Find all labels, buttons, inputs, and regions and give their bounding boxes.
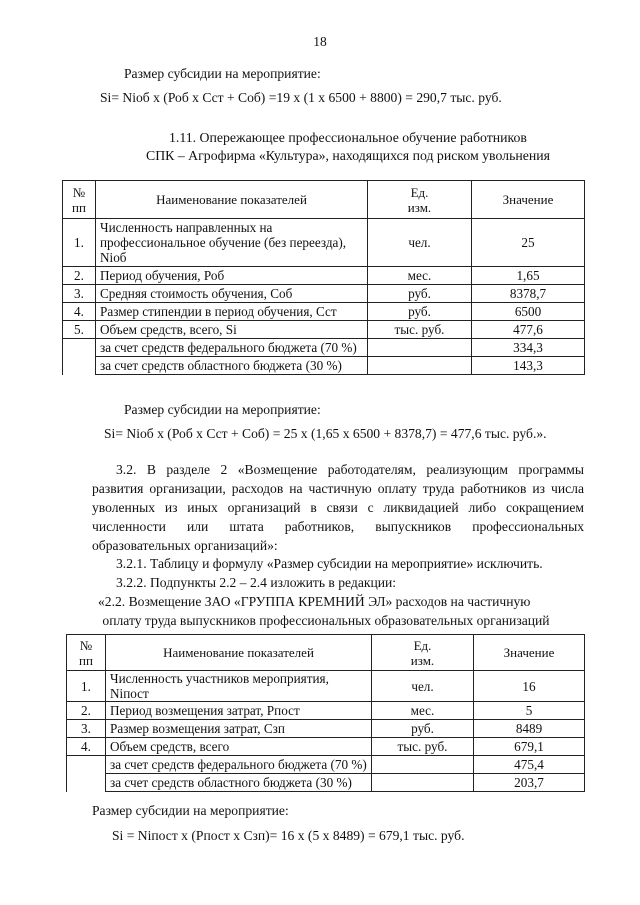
row-name: Объем средств, всего bbox=[106, 738, 372, 756]
table-row bbox=[63, 267, 585, 285]
row-unit: тыс. руб. bbox=[368, 321, 472, 339]
table-row bbox=[63, 303, 585, 321]
row-value: 475,4 bbox=[474, 756, 585, 774]
table-row bbox=[67, 756, 585, 774]
row-name: Период возмещения затрат, Рпост bbox=[106, 702, 372, 720]
row-unit: руб. bbox=[372, 720, 474, 738]
row-unit bbox=[368, 357, 472, 375]
row-name: Объем средств, всего, Si bbox=[96, 321, 368, 339]
row-name: за счет средств областного бюджета (30 %) bbox=[96, 357, 368, 375]
subsidy-formula-3: Si = Niпост x (Рпост x Сзп)= 16 x (5 x 8489) = 679,1 тыс. руб. bbox=[112, 828, 465, 843]
row-value: 679,1 bbox=[474, 738, 585, 756]
subsidy-formula-1: Si= Niоб x (Роб x Сст + Соб) =19 x (1 x 6500 + 8800) = 290,7 тыс. руб. bbox=[100, 90, 502, 105]
table-row bbox=[67, 720, 585, 738]
section-heading-line2: СПК – Агрофирма «Культура», находящихся под риском увольнения bbox=[146, 148, 550, 163]
row-num: 3. bbox=[67, 720, 106, 738]
row-unit: руб. bbox=[368, 303, 472, 321]
table-row bbox=[63, 339, 585, 357]
row-value: 8489 bbox=[474, 720, 585, 738]
section-heading-line1: 1.11. Опережающее профессиональное обучение работников bbox=[169, 130, 527, 145]
indicators-table-2 bbox=[66, 634, 585, 792]
row-name: Размер стипендии в период обучения, Сст bbox=[96, 303, 368, 321]
row-unit: мес. bbox=[372, 702, 474, 720]
row-name: Средняя стоимость обучения, Соб bbox=[96, 285, 368, 303]
row-num: 1. bbox=[63, 219, 96, 267]
table-header-row bbox=[63, 181, 585, 219]
row-name: за счет средств федерального бюджета (70 %) bbox=[106, 756, 372, 774]
row-value: 6500 bbox=[472, 303, 585, 321]
column-header-name: Наименование показателей bbox=[96, 181, 368, 219]
column-header-value: Значение bbox=[474, 635, 585, 671]
subsection-heading-line2: оплату труда выпускников профессиональных образовательных организаций bbox=[102, 613, 550, 628]
table-row bbox=[63, 285, 585, 303]
table-row bbox=[63, 357, 585, 375]
row-name: Численность направленных на профессиональное обучение (без переезда), Niоб bbox=[96, 219, 368, 267]
column-header-num: № пп bbox=[63, 181, 96, 219]
row-name: Численность участников мероприятия, Niпост bbox=[106, 671, 372, 702]
row-num: 3. bbox=[63, 285, 96, 303]
row-unit: тыс. руб. bbox=[372, 738, 474, 756]
row-unit: чел. bbox=[368, 219, 472, 267]
row-value: 477,6 bbox=[472, 321, 585, 339]
row-num bbox=[67, 774, 106, 792]
table-row bbox=[63, 219, 585, 267]
subsidy-label-3: Размер субсидии на мероприятие: bbox=[92, 803, 289, 818]
row-name: Размер возмещения затрат, Сзп bbox=[106, 720, 372, 738]
row-value: 1,65 bbox=[472, 267, 585, 285]
item-3-2-1: 3.2.1. Таблицу и формулу «Размер субсидии на мероприятие» исключить. bbox=[116, 556, 543, 571]
row-name: за счет средств областного бюджета (30 %) bbox=[106, 774, 372, 792]
row-unit: чел. bbox=[372, 671, 474, 702]
subsection-heading-line1: «2.2. Возмещение ЗАО «ГРУППА КРЕМНИЙ ЭЛ» расходов на частичную bbox=[98, 594, 531, 609]
indicators-table-1 bbox=[62, 180, 585, 375]
table-row bbox=[67, 774, 585, 792]
column-header-value: Значение bbox=[472, 181, 585, 219]
row-name: Период обучения, Роб bbox=[96, 267, 368, 285]
column-header-unit: Ед. изм. bbox=[372, 635, 474, 671]
subsidy-label-2: Размер субсидии на мероприятие: bbox=[124, 402, 321, 417]
item-3-2-2: 3.2.2. Подпункты 2.2 – 2.4 изложить в редакции: bbox=[116, 575, 397, 590]
row-value: 334,3 bbox=[472, 339, 585, 357]
row-name: за счет средств федерального бюджета (70 %) bbox=[96, 339, 368, 357]
page-number: 18 bbox=[313, 34, 327, 49]
table-row bbox=[67, 671, 585, 702]
column-header-unit: Ед. изм. bbox=[368, 181, 472, 219]
row-value: 16 bbox=[474, 671, 585, 702]
row-value: 203,7 bbox=[474, 774, 585, 792]
table-header-row bbox=[67, 635, 585, 671]
row-unit: руб. bbox=[368, 285, 472, 303]
row-num bbox=[63, 357, 96, 375]
row-num: 2. bbox=[63, 267, 96, 285]
row-num: 2. bbox=[67, 702, 106, 720]
table-row bbox=[67, 738, 585, 756]
column-header-name: Наименование показателей bbox=[106, 635, 372, 671]
subsidy-label-1: Размер субсидии на мероприятие: bbox=[124, 66, 321, 81]
table-row bbox=[67, 702, 585, 720]
row-unit bbox=[372, 756, 474, 774]
row-unit bbox=[372, 774, 474, 792]
row-unit: мес. bbox=[368, 267, 472, 285]
paragraph-3-2: 3.2. В разделе 2 «Возмещение работодателям, реализующим программы развития организации, расходов на частичную оплату труда работников из числа уволенных из иных организаций в связи с ликвидацией либо сокращением численности или штата работников, выпускников профессиональных образовательных организаций»: bbox=[92, 462, 584, 553]
row-value: 5 bbox=[474, 702, 585, 720]
row-num: 1. bbox=[67, 671, 106, 702]
row-value: 143,3 bbox=[472, 357, 585, 375]
row-num bbox=[63, 339, 96, 357]
row-unit bbox=[368, 339, 472, 357]
column-header-num: № пп bbox=[67, 635, 106, 671]
row-num bbox=[67, 756, 106, 774]
row-num: 4. bbox=[63, 303, 96, 321]
row-value: 25 bbox=[472, 219, 585, 267]
row-num: 4. bbox=[67, 738, 106, 756]
row-value: 8378,7 bbox=[472, 285, 585, 303]
row-num: 5. bbox=[63, 321, 96, 339]
table-row bbox=[63, 321, 585, 339]
subsidy-formula-2: Si= Niоб x (Роб x Сст + Соб) = 25 x (1,65 x 6500 + 8378,7) = 477,6 тыс. руб.». bbox=[104, 426, 547, 441]
